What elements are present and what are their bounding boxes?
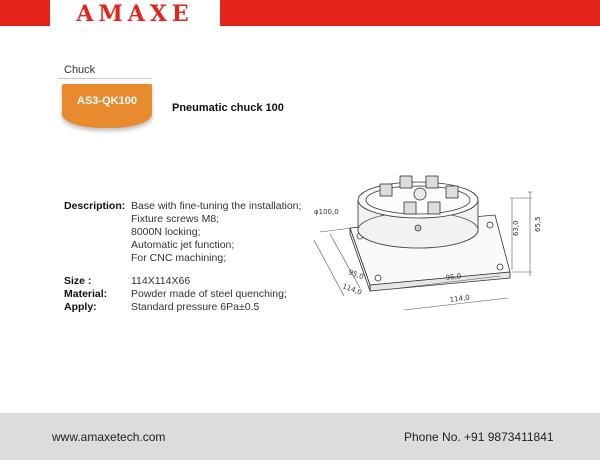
category-divider xyxy=(58,78,152,79)
description-line-5: For CNC machining; xyxy=(131,252,227,264)
dim-label-114-right: 114,0 xyxy=(449,293,471,304)
dim-label-diameter: φ100,0 xyxy=(314,208,339,216)
description-line-2: Fixture screws M8; xyxy=(131,213,220,225)
jaw-3 xyxy=(426,176,438,188)
material-value: Powder made of steel quenching; xyxy=(131,288,287,300)
technical-drawing xyxy=(300,170,560,330)
jaw-5 xyxy=(404,202,416,214)
category-label: Chuck xyxy=(64,64,96,76)
phone-number: Phone No. +91 9873411841 xyxy=(404,430,554,444)
dim-label-95-left: 95,0 xyxy=(347,268,365,282)
center-boss xyxy=(414,188,426,200)
website-link[interactable]: www.amaxetech.com xyxy=(52,430,166,444)
brand-logo[interactable]: AMAXE xyxy=(76,1,194,27)
description-line-3: 8000N locking; xyxy=(131,226,201,238)
size-value: 114X114X66 xyxy=(131,275,191,287)
dim-label-65: 65,5 xyxy=(534,216,542,232)
apply-label: Apply: xyxy=(64,301,97,313)
product-code: AS3-QK100 xyxy=(77,95,137,107)
dim-line-114-left xyxy=(314,240,344,296)
apply-value: Standard pressure 6Pa±0.5 xyxy=(131,301,260,313)
jet-port xyxy=(415,225,421,231)
jaw-1 xyxy=(380,184,392,196)
jaw-4 xyxy=(446,186,458,198)
description-line-1: Base with fine-tuning the installation; xyxy=(131,200,302,212)
dim-diameter-leader xyxy=(320,228,352,232)
jaw-6 xyxy=(428,202,440,214)
dim-label-63: 63,0 xyxy=(512,220,520,236)
size-label: Size : xyxy=(64,275,92,287)
jaw-2 xyxy=(400,176,412,188)
product-title: Pneumatic chuck 100 xyxy=(172,102,284,114)
description-label: Description: xyxy=(64,200,126,212)
description-line-4: Automatic jet function; xyxy=(131,239,235,251)
dim-label-114-left: 114,0 xyxy=(341,282,363,297)
material-label: Material: xyxy=(64,288,108,300)
dim-label-95-right: 95,0 xyxy=(445,272,462,282)
header-bar xyxy=(0,0,600,30)
